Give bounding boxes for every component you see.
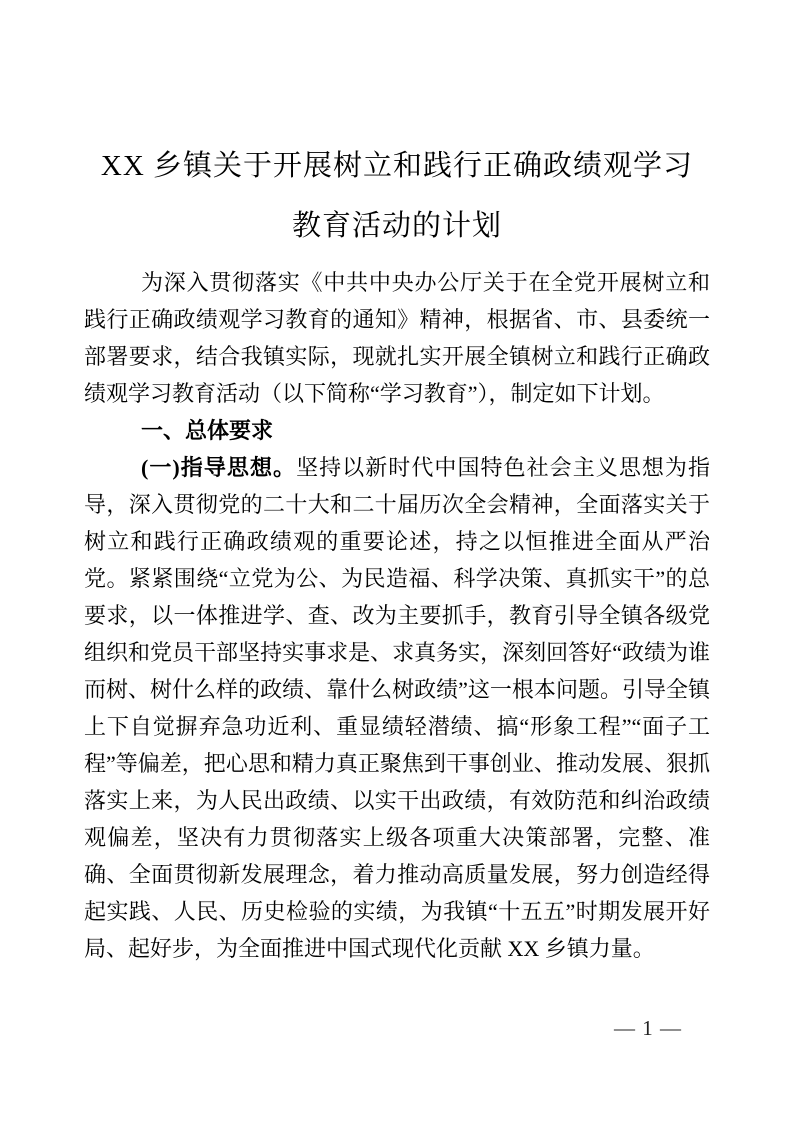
document-title <box>84 136 710 256</box>
intro-paragraph: 为深入贯彻落实《中共中央办公厅关于在全党开展树立和践行正确政绩观学习教育的通知》精神，根据省、市、县委统一部署要求，结合我镇实际，现就扎实开展全镇树立和践行正确政绩观学习教育活动（以下简称“学习教育”），制定如下计划。 <box>84 270 710 406</box>
document-title-line-2: 教育活动的计划 <box>291 210 502 242</box>
section-1-item-1-body: 坚持以新时代中国特色社会主义思想为指导，深入贯彻党的二十大和二十届历次全会精神，全面落实关于树立和践行正确政绩观的重要论述，持之以恒推进全面从严治党。紧紧围绕“立党为公、为民造福、科学决策、真抓实干”的总要求，以一体推进学、查、改为主要抓手，教育引导全镇各级党组织和党员干部坚持实事求是、求真务实，深刻回答好“政绩为谁而树、树什么样的政绩、靠什么树政绩”这一根本问题。引导全镇上下自觉摒弃急功近利、重显绩轻潜绩、搞“形象工程”“面子工程”等偏差，把心思和精力真正聚焦到干事创业、推动发展、狠抓落实上来，为人民出政绩、以实干出政绩，有效防范和纠治政绩观偏差，坚决有力贯彻落实上级各项重大决策部署，完整、准确、全面贯彻新发展理念，着力推动高质量发展，努力创造经得起实践、人民、历史检验的实绩，为我镇“十五五”时期发展开好局、起好步，为全面推进中国式现代化贡献 XX 乡镇力量。 <box>84 455 710 961</box>
section-1-item-1-lead: (一)指导思想。 <box>141 455 297 480</box>
section-1-item-1-paragraph <box>84 449 710 967</box>
section-1-heading: 一、总体要求 <box>141 418 274 443</box>
page-number: — 1 — <box>614 1016 682 1040</box>
document-body <box>84 264 710 967</box>
document-title-line-1: XX 乡镇关于开展树立和践行正确政绩观学习 <box>100 150 694 182</box>
